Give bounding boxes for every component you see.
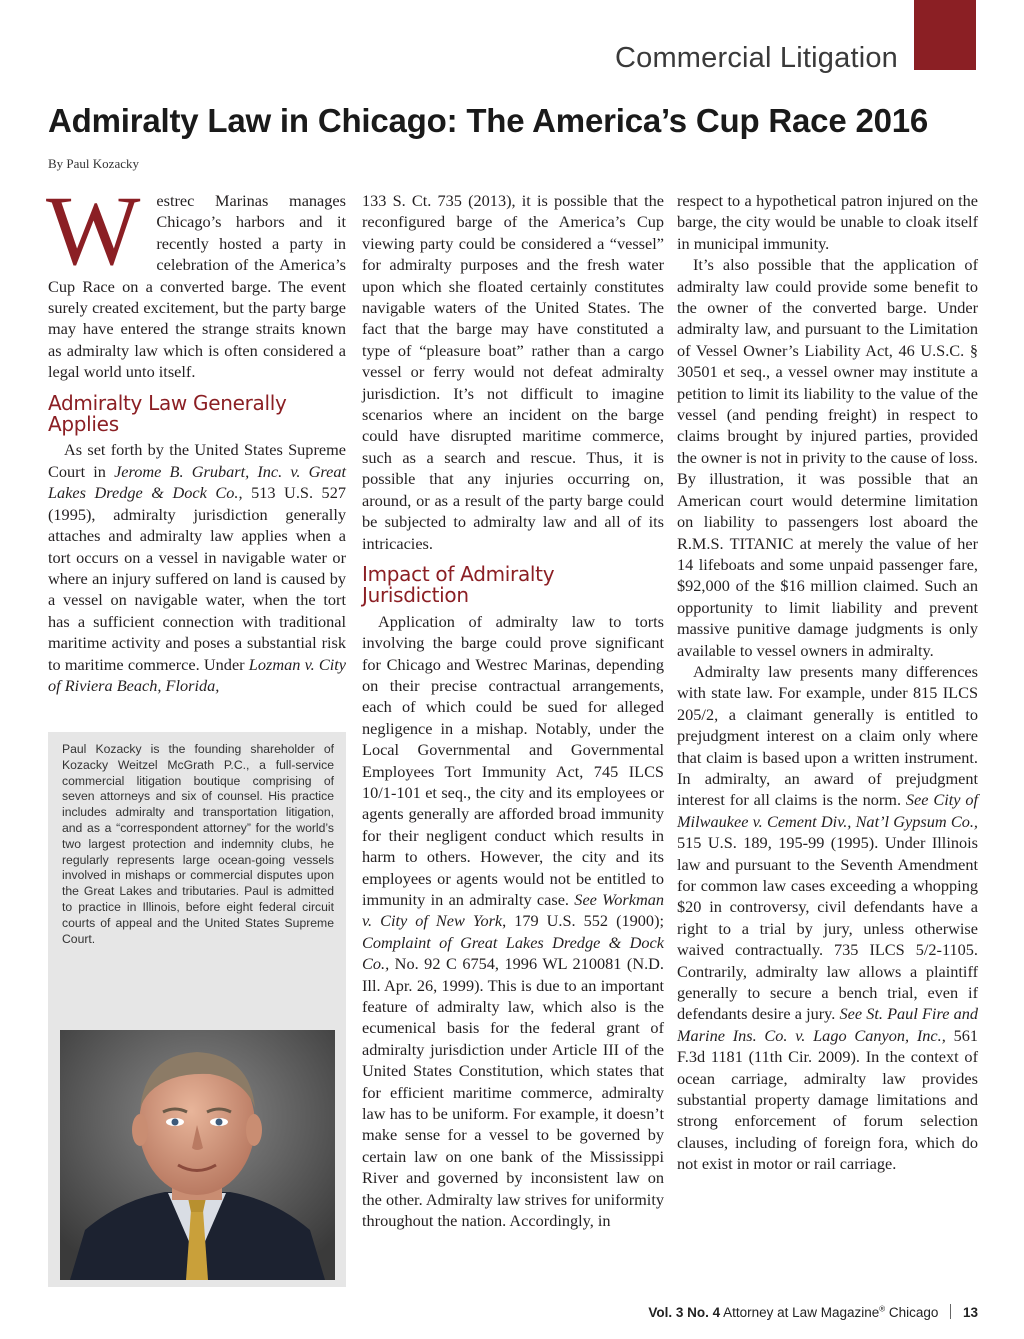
article-column-3	[677, 190, 978, 1175]
case-citation: See City of Milwaukee v. Cement Div., Nat’l Gypsum Co.,	[677, 790, 979, 831]
article-column-2	[362, 190, 664, 1232]
author-photo	[60, 1030, 335, 1280]
case-citation: See Workman v. City of New York	[362, 890, 664, 931]
intro-paragraph: Westrec Marinas manages Chicago’s harbors and it recently hosted a party in celebration of the America’s Cup Race on a converted barge. The event surely created excitement, but the party barge may have entered the strange straits known as admiralty law which is often considered a legal world unto itself.	[46, 175, 346, 382]
paragraph: respect to a hypothetical patron injured on the barge, the city would be unable to cloak itself in municipal immunity.	[677, 191, 978, 253]
subhead-admiralty-law-applies: Admiralty Law Generally Applies	[48, 390, 287, 437]
magazine-city: Chicago	[888, 1305, 939, 1320]
section-color-tab	[914, 0, 976, 70]
paragraph: Admiralty law presents many differences with state law. For example, under 815 ILCS 205/2, a claimant generally is entitled to prejudgment interest on a claim only where that claim is based upon a written instrument. In admiralty, an award of prejudgment interest for all claims is the norm. See City of Milwaukee v. Cement Div., Nat’l Gypsum Co., 515 U.S. 189, 195-99 (1995). Under Illinois law and pursuant to the Seventh Amendment for common law cases exceeding a whopping $20 in controversy, civil defendants have a right to a trial by jury, unless otherwise waived contractually. 735 ILCS 5/2-1105. Contrarily, admiralty law allows a plaintiff generally to secure a bench trial, even if defendants desire a jury. See St. Paul Fire and Marine Ins. Co. v. Lago Canyon, Inc., 561 F.3d 1181 (11th Cir. 2009). In the context of ocean carriage, admiralty law provides substantial property damage limitations and strong enforcement of forum selection clauses, including of foreign fora, which do not exist in motor or rail carriage.	[677, 661, 979, 1174]
drop-cap: W	[46, 175, 141, 286]
magazine-name: Attorney at Law Magazine	[723, 1305, 880, 1320]
paragraph: It’s also possible that the application of admiralty law could provide some benefit to the owner of the converted barge. Under admiralty law, and pursuant to the Limitation of Vessel Owner’s Liability Act, 46 U.S.C. § 30501 et seq., a vessel owner may institute a petition to limit its liability to the value of the vessel (and pending freight) in respect to claims brought by injured parties, provided the owner is not in privity to the cause of loss. By illustration, it was possible that an American court would determine limitation on liability to passengers lost aboard the R.M.S. TITANIC at merely the value of her 14 lifeboats and some unpaid passenger fare, $92,000 of the $16 million claimed. Such an opportunity to limit liability and prevent massive punitive damage judgments is only available to vessel owners in admiralty.	[677, 255, 978, 660]
case-citation: Lozman v. City of Riviera Beach, Florida,	[48, 654, 346, 695]
section-label: Commercial Litigation	[614, 42, 898, 74]
page-number: 13	[962, 1305, 978, 1320]
case-citation: Jerome B. Grubart, Inc. v. Great Lakes Dredge & Dock Co.,	[48, 461, 346, 503]
case-citation: See St. Paul Fire and Marine Ins. Co. v. Lago Canyon, Inc.,	[677, 1004, 978, 1045]
paragraph: Application of admiralty law to torts involving the barge could prove significant for Chicago and Westrec Marinas, depending on their precise contractual arrangements, each of which could be sued for alleged negligence in a mishap. Notably, under the Local Governmental and Governmental Employees Tort Immunity Act, 745 ILCS 10/1-101 et seq., the city and its employees or agents generally are afforded broad immunity for their negligent conduct which results in harm to others. However, the city and its employees or agents would not be entitled to immunity in an admiralty case. See Workman v. City of New York, 179 U.S. 552 (1900); Complaint of Great Lakes Dredge & Dock Co., No. 92 C 6754, 1996 WL 210081 (N.D. Ill. Apr. 26, 1999). This is due to an important feature of admiralty law, which also is the ecumenical basis for the federal grant of admiralty jurisdiction under Article III of the United States Constitution, which states that for efficient maritime commerce, admiralty law has to be uniform. For example, it doesn’t make sense for a vessel to be governed by certain law on one bank of the Mississippi River and governed by inconsistent law on the other. Admiralty law strives for uniformity throughout the nation. Accordingly, in	[362, 611, 665, 1231]
issue-volume: Vol. 3 No. 4	[648, 1305, 721, 1320]
article-title: Admiralty Law in Chicago: The America’s Cup Race 2016	[48, 102, 929, 139]
byline: By Paul Kozacky	[48, 156, 139, 171]
footer-divider	[950, 1304, 951, 1319]
case-citation: Complaint of Great Lakes Dredge & Dock Co.,	[362, 932, 664, 974]
paragraph: As set forth by the United States Supreme Court in Jerome B. Grubart, Inc. v. Great Lakes Dredge & Dock Co., 513 U.S. 527 (1995), admiralty jurisdiction generally attaches and admiralty law applies when a tort occurs on a vessel in navigable water or where an injury suffered on land is caused by a vessel on navigable water, when the tort has a sufficient connection with traditional maritime activity and poses a substantial risk to maritime commerce. Under Lozman v. City of Riviera Beach, Florida,	[48, 440, 346, 695]
author-portrait-icon	[60, 1030, 335, 1280]
subhead-impact-of-jurisdiction: Impact of Admiralty Jurisdiction	[362, 561, 555, 608]
page-footer: Vol. 3 No. 4 Attorney at Law Magazine® Chicago 13	[648, 1304, 978, 1320]
author-bio-text: Paul Kozacky is the founding shareholder of Kozacky Weitzel McGrath P.C., a full-service commercial litigation boutique comprising of seven attorneys and six of counsel. His practice includes admiralty and transportation litigation, and as a “correspondent attorney” for the world’s two largest protection and indemnity clubs, he regularly represents large ocean-going vessels involved in mishaps or commercial disputes upon the Great Lakes and tributaries. Paul is admitted to practice in Illinois, before eight federal circuit courts of appeal and the United States Supreme Court.	[62, 742, 334, 946]
article-column-1	[46, 175, 346, 696]
paragraph: 133 S. Ct. 735 (2013), it is possible that the reconfigured barge of the America’s Cup viewing party could be considered a “vessel” for admiralty purposes and the fresh water upon which she floated certainly constitutes navigable waters of the United States. The fact that the barge may have constituted a type of “pleasure boat” rather than a cargo vessel or ferry would not defeat admiralty jurisdiction. It’s not difficult to imagine scenarios where an incident on the barge could have disrupted maritime commerce, such as a search and rescue. Thus, it is possible that any injuries occurring on, around, or as a result of the party barge could be subjected to admiralty law and all of its intricacies.	[362, 191, 664, 553]
